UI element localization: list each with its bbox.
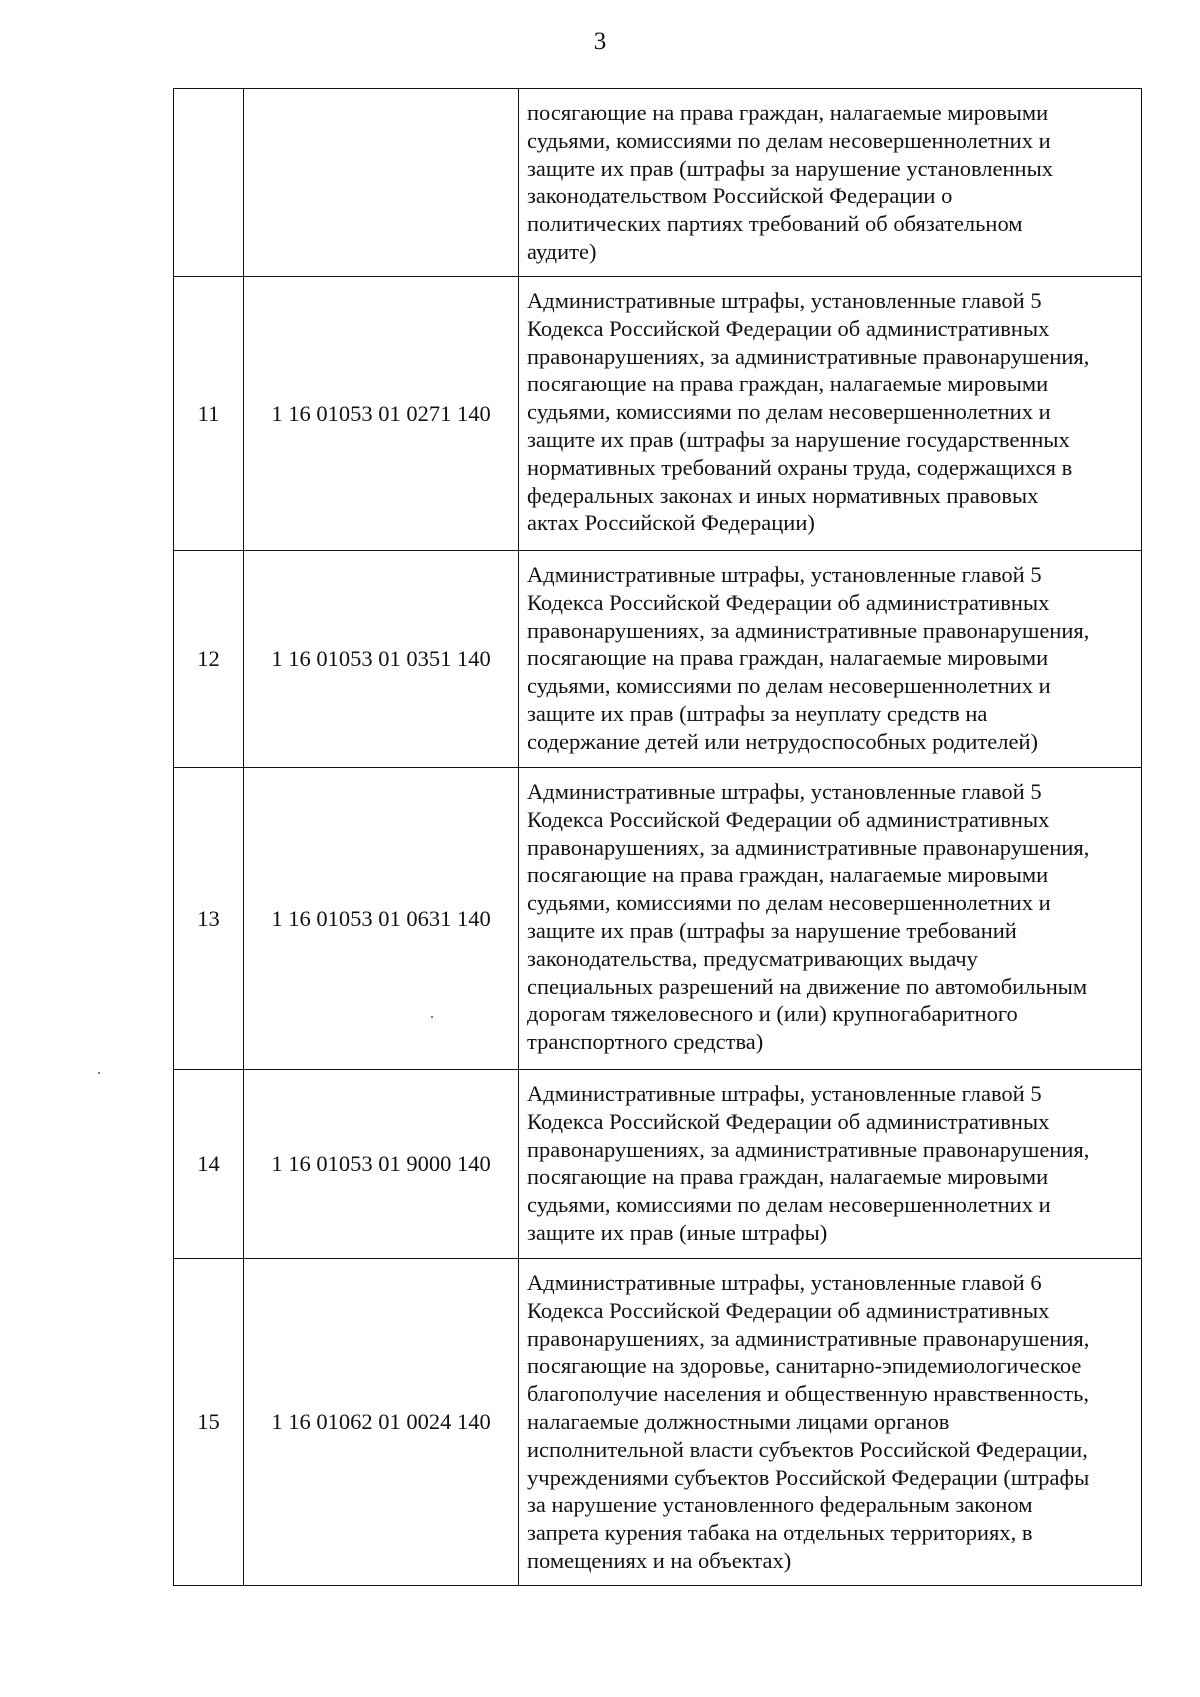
budget-code bbox=[244, 89, 519, 277]
fine-description: Административные штрафы, установленные главой 6 Кодекса Российской Федерации об административных правонарушениях, за административные правонарушения, посягающие на здоровье, санитарно-эпидемиологическое благополучие населения и общественную нравственность, налагаемые должностными лицами органов исполнительной власти субъектов Российской Федерации, учреждениями субъектов Российской Федерации (штрафы за нарушение установленного федеральным законом запрета курения табака на отдельных территориях, в помещениях и на объектах) bbox=[519, 1259, 1142, 1586]
table-row bbox=[174, 1259, 1142, 1586]
row-number: 14 bbox=[174, 1070, 244, 1259]
fine-description: Административные штрафы, установленные главой 5 Кодекса Российской Федерации об административных правонарушениях, за административные правонарушения, посягающие на права граждан, налагаемые мировыми судьями, комиссиями по делам несовершеннолетних и защите их прав (штрафы за неуплату средств на содержание детей или нетрудоспособных родителей) bbox=[519, 551, 1142, 768]
row-number: 12 bbox=[174, 551, 244, 768]
budget-code: 1 16 01053 01 0351 140 bbox=[244, 551, 519, 768]
row-number: 15 bbox=[174, 1259, 244, 1586]
scan-speck bbox=[98, 1072, 100, 1074]
fine-description: Административные штрафы, установленные главой 5 Кодекса Российской Федерации об административных правонарушениях, за административные правонарушения, посягающие на права граждан, налагаемые мировыми судьями, комиссиями по делам несовершеннолетних и защите их прав (иные штрафы) bbox=[519, 1070, 1142, 1259]
budget-code-table bbox=[173, 88, 1142, 1586]
table-row bbox=[174, 89, 1142, 277]
row-number: 11 bbox=[174, 277, 244, 551]
fine-description: посягающие на права граждан, налагаемые мировыми судьями, комиссиями по делам несовершеннолетних и защите их прав (штрафы за нарушение установленных законодательством Российской Федерации о политических партиях требований об обязательном аудите) bbox=[519, 89, 1142, 277]
row-number: 13 bbox=[174, 768, 244, 1070]
budget-code: 1 16 01053 01 0271 140 bbox=[244, 277, 519, 551]
table-row bbox=[174, 551, 1142, 768]
table-row bbox=[174, 1070, 1142, 1259]
page-number: 3 bbox=[593, 28, 607, 55]
fine-description: Административные штрафы, установленные главой 5 Кодекса Российской Федерации об административных правонарушениях, за административные правонарушения, посягающие на права граждан, налагаемые мировыми судьями, комиссиями по делам несовершеннолетних и защите их прав (штрафы за нарушение требований законодательства, предусматривающих выдачу специальных разрешений на движение по автомобильным дорогам тяжеловесного и (или) крупногабаритного транспортного средства) bbox=[519, 768, 1142, 1070]
table-row bbox=[174, 277, 1142, 551]
row-number bbox=[174, 89, 244, 277]
scan-speck bbox=[431, 1016, 433, 1018]
budget-code: 1 16 01062 01 0024 140 bbox=[244, 1259, 519, 1586]
table-row bbox=[174, 768, 1142, 1070]
budget-code: 1 16 01053 01 9000 140 bbox=[244, 1070, 519, 1259]
budget-code: 1 16 01053 01 0631 140 bbox=[244, 768, 519, 1070]
fine-description: Административные штрафы, установленные главой 5 Кодекса Российской Федерации об административных правонарушениях, за административные правонарушения, посягающие на права граждан, налагаемые мировыми судьями, комиссиями по делам несовершеннолетних и защите их прав (штрафы за нарушение государственных нормативных требований охраны труда, содержащихся в федеральных законах и иных нормативных правовых актах Российской Федерации) bbox=[519, 277, 1142, 551]
